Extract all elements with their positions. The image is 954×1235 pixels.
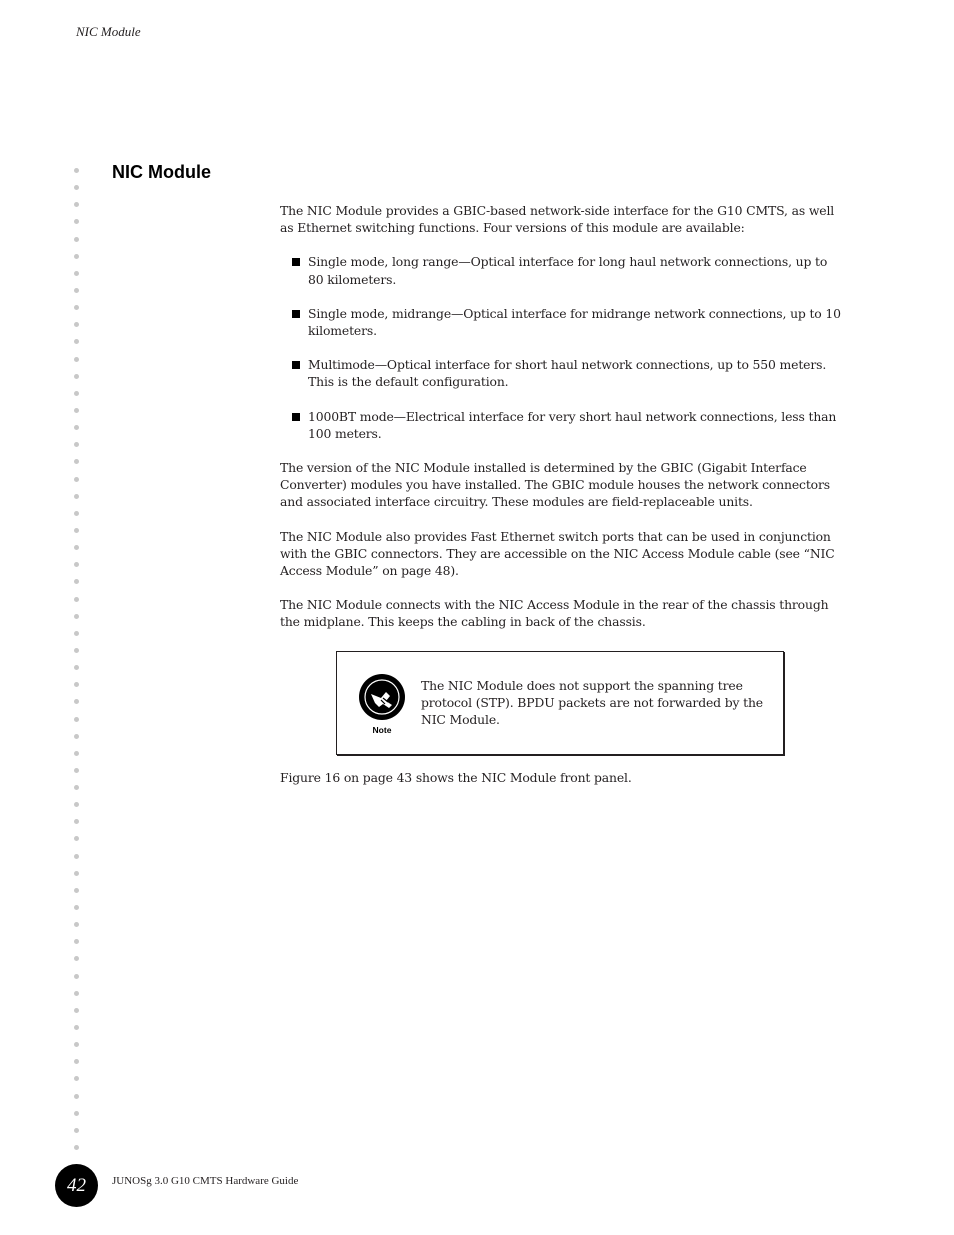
margin-dot-rule bbox=[74, 168, 80, 1162]
margin-dot bbox=[74, 1128, 79, 1133]
footer-book-title: JUNOSg 3.0 G10 CMTS Hardware Guide bbox=[112, 1175, 299, 1187]
square-bullet-icon bbox=[292, 310, 300, 318]
square-bullet-icon bbox=[292, 361, 300, 369]
margin-dot bbox=[74, 185, 79, 190]
margin-dot bbox=[74, 202, 79, 207]
margin-dot bbox=[74, 1042, 79, 1047]
gbic-paragraph: The version of the NIC Module installed is determined by the GBIC (Gigabit Interface Converter) modules you have installed. The GBIC module houses the network connectors and associated interface circuitry. These modules are field-replaceable units. bbox=[280, 460, 830, 510]
margin-dot bbox=[74, 168, 79, 173]
margin-dot bbox=[74, 528, 79, 533]
margin-dot bbox=[74, 579, 79, 584]
margin-dot bbox=[74, 819, 79, 824]
margin-dot bbox=[74, 751, 79, 756]
margin-dot bbox=[74, 717, 79, 722]
margin-dot bbox=[74, 836, 79, 841]
section-title: NIC Module bbox=[112, 162, 211, 182]
margin-dot bbox=[74, 339, 79, 344]
list-item-text: Single mode, midrange—Optical interface for midrange network connections, up to 10 kilometers. bbox=[308, 305, 841, 339]
margin-dot bbox=[74, 442, 79, 447]
module-version-list bbox=[280, 253, 842, 442]
margin-dot bbox=[74, 391, 79, 396]
margin-dot bbox=[74, 974, 79, 979]
margin-dot bbox=[74, 1025, 79, 1030]
list-item bbox=[292, 253, 842, 287]
margin-dot bbox=[74, 871, 79, 876]
margin-dot bbox=[74, 956, 79, 961]
margin-dot bbox=[74, 1145, 79, 1150]
note-label: Note bbox=[372, 725, 392, 735]
margin-dot bbox=[74, 802, 79, 807]
margin-dot bbox=[74, 254, 79, 259]
margin-dot bbox=[74, 905, 79, 910]
margin-dot bbox=[74, 425, 79, 430]
margin-dot bbox=[74, 357, 79, 362]
fast-ethernet-text: The NIC Module also provides Fast Ethernet switch ports that can be used in conjunction with the GBIC connectors. They are accessible on the NIC Access Module cable (see “NIC Access Module” on page 48). bbox=[280, 528, 835, 579]
margin-dot bbox=[74, 1111, 79, 1116]
margin-dot bbox=[74, 219, 79, 224]
margin-dot bbox=[74, 1094, 79, 1099]
margin-dot bbox=[74, 922, 79, 927]
intro-paragraph: The NIC Module provides a GBIC-based network-side interface for the G10 CMTS, as well as Ethernet switching functions. Four versions of this module are available: bbox=[280, 203, 835, 236]
hand-pointing-icon bbox=[359, 674, 405, 720]
margin-dot bbox=[74, 734, 79, 739]
margin-dot bbox=[74, 631, 79, 636]
margin-dot bbox=[74, 374, 79, 379]
margin-dot bbox=[74, 1059, 79, 1064]
list-item bbox=[292, 305, 842, 339]
margin-dot bbox=[74, 271, 79, 276]
margin-dot bbox=[74, 562, 79, 567]
midplane-paragraph: The NIC Module connects with the NIC Access Module in the rear of the chassis through the midplane. This keeps the cabling in back of the chassis. bbox=[280, 597, 829, 630]
margin-dot bbox=[74, 545, 79, 550]
margin-dot bbox=[74, 648, 79, 653]
list-item-text: Multimode—Optical interface for short haul network connections, up to 550 meters. This is the default configuration. bbox=[308, 357, 827, 390]
margin-dot bbox=[74, 237, 79, 242]
margin-dot bbox=[74, 785, 79, 790]
margin-dot bbox=[74, 322, 79, 327]
margin-dot bbox=[74, 1008, 79, 1013]
margin-dot bbox=[74, 939, 79, 944]
page-number-badge: 42 bbox=[55, 1164, 98, 1207]
margin-dot bbox=[74, 1076, 79, 1081]
list-item-text: 1000BT mode—Electrical interface for very short haul network connections, less than 100 meters. bbox=[308, 408, 837, 441]
margin-dot bbox=[74, 597, 79, 602]
note-callout bbox=[336, 651, 784, 755]
margin-dot bbox=[74, 614, 79, 619]
margin-dot bbox=[74, 665, 79, 670]
note-text: The NIC Module does not support the spanning tree protocol (STP). BPDU packets are not forwarded by the NIC Module. bbox=[421, 678, 763, 728]
margin-dot bbox=[74, 699, 79, 704]
margin-dot bbox=[74, 854, 79, 859]
margin-dot bbox=[74, 682, 79, 687]
margin-dot bbox=[74, 768, 79, 773]
fast-ethernet-paragraph bbox=[280, 528, 842, 580]
square-bullet-icon bbox=[292, 413, 300, 421]
list-item-text: Single mode, long range—Optical interface for long haul network connections, up to 80 kilometers. bbox=[308, 254, 828, 287]
margin-dot bbox=[74, 511, 79, 516]
margin-dot bbox=[74, 459, 79, 464]
margin-dot bbox=[74, 991, 79, 996]
running-header: NIC Module bbox=[76, 24, 141, 39]
margin-dot bbox=[74, 408, 79, 413]
margin-dot bbox=[74, 288, 79, 293]
margin-dot bbox=[74, 494, 79, 499]
list-item bbox=[292, 356, 842, 390]
list-item bbox=[292, 408, 842, 442]
margin-dot bbox=[74, 477, 79, 482]
margin-dot bbox=[74, 305, 79, 310]
margin-dot bbox=[74, 888, 79, 893]
figure-reference-paragraph: Figure 16 on page 43 shows the NIC Module front panel. bbox=[280, 770, 632, 785]
square-bullet-icon bbox=[292, 258, 300, 266]
body-text bbox=[280, 202, 842, 648]
